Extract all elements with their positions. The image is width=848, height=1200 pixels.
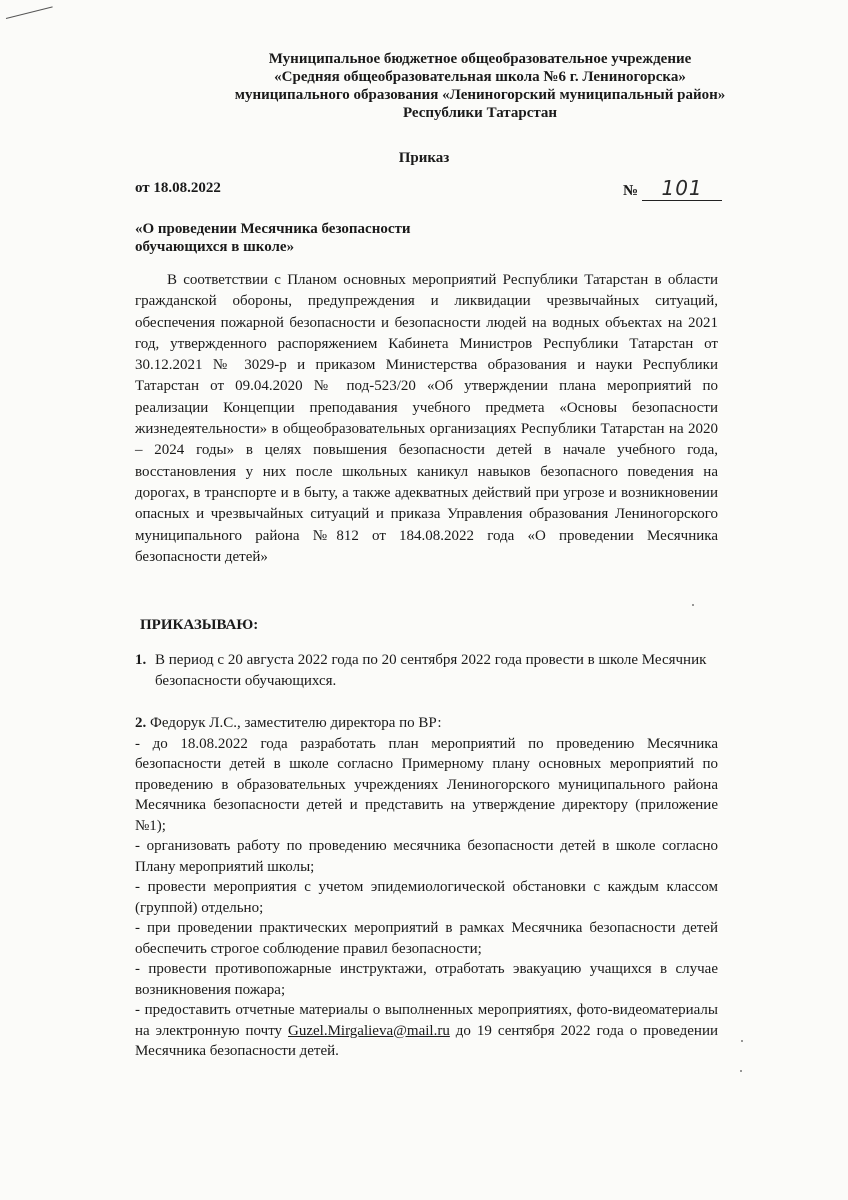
document-number	[623, 176, 722, 201]
item-text: Федорук Л.С., заместителю директора по ВР:	[146, 715, 442, 731]
document-title: Приказ	[398, 150, 450, 166]
document-date: от 18.08.2022	[135, 180, 221, 196]
header-line-1: Муниципальное бюджетное общеобразовательное учреждение	[268, 51, 692, 67]
scan-speck	[692, 604, 694, 606]
item-text: В период с 20 августа 2022 года по 20 сентября 2022 года провести в школе Месячник безопасности обучающихся.	[155, 652, 707, 689]
item-number: 2.	[135, 715, 147, 731]
scan-speck	[740, 1070, 742, 1072]
header-line-2: «Средняя общеобразовательная школа №6 г. Лениногорска»	[274, 69, 686, 85]
order-item-1	[135, 650, 718, 691]
scan-speck	[741, 1040, 743, 1042]
header-line-4: Республики Татарстан	[402, 105, 558, 121]
document-subject	[135, 220, 411, 256]
order-heading: ПРИКАЗЫВАЮ:	[140, 617, 259, 633]
item-number: 1.	[135, 652, 147, 668]
bullet-item-last	[135, 1000, 718, 1062]
bullet-text: до 19 сентября 2022 года о проведении Месячника безопасности детей.	[135, 1022, 719, 1059]
bullet-item: - провести противопожарные инструктажи, отработать эвакуацию учащихся в случае возникновения пожара;	[135, 961, 718, 998]
bullet-text: - предоставить отчетные материалы о выполненных мероприятиях, фото-видеоматериалы на электронную почту	[135, 1002, 718, 1039]
header-line-3: муниципального образования «Лениногорский муниципальный район»	[234, 87, 726, 103]
number-label: №	[623, 183, 639, 199]
bullet-item: - при проведении практических мероприятий в рамках Месячника безопасности детей обеспечить строгое соблюдение правил безопасности;	[135, 920, 718, 957]
subject-line-2: обучающихся в школе»	[135, 239, 295, 255]
bullet-item: - до 18.08.2022 года разработать план мероприятий по проведению Месячника безопасности детей в школе согласно Примерному плану основных мероприятий по проведению в образовательных учреждениях Лениногорского муниципального района Месячника безопасности детей и представить на утверждение директору (приложение №1);	[135, 735, 718, 834]
bullet-item: - организовать работу по проведению месячника безопасности детей в школе согласно Плану мероприятий школы;	[135, 838, 718, 875]
preamble-paragraph: В соответствии с Планом основных мероприятий Республики Татарстан в области гражданской обороны, предупреждения и ликвидации чрезвычайных ситуаций, обеспечения пожарной безопасности и безопасности людей на водных объектах на 2021 год, утвержденного распоряжением Кабинета Министров Республики Татарстан от 30.12.2021 № 3029-р и приказом Министерства образования и науки Республики Татарстан от 09.04.2020 № под-523/20 «Об утверждении плана мероприятий по реализации Концепции преподавания учебного предмета «Основы безопасности жизнедеятельности» в общеобразовательных организациях Республики Татарстан на 2020 – 2024 годы» в целях повышения безопасности детей в начале учебного года, восстановления у них после школьных каникул навыков безопасного поведения на дорогах, в транспорте и в быту, а также адекватных действий при угрозе и возникновении опасных и чрезвычайных ситуаций и приказа Управления образования Лениногорского муниципального района №812 от 184.08.2022 года «О проведении Месячника безопасности детей»	[135, 272, 718, 565]
bullet-item: - провести мероприятия с учетом эпидемиологической обстановки с каждым классом (группой) отдельно;	[135, 879, 718, 916]
handwritten-number: 101	[642, 176, 722, 201]
subject-line-1: «О проведении Месячника безопасности	[135, 221, 411, 237]
scan-mark	[6, 6, 53, 19]
order-item-2	[135, 713, 718, 734]
email-link[interactable]: Guzel.Mirgalieva@mail.ru	[288, 1022, 450, 1039]
order-items	[135, 650, 718, 1062]
organization-header	[180, 50, 780, 122]
